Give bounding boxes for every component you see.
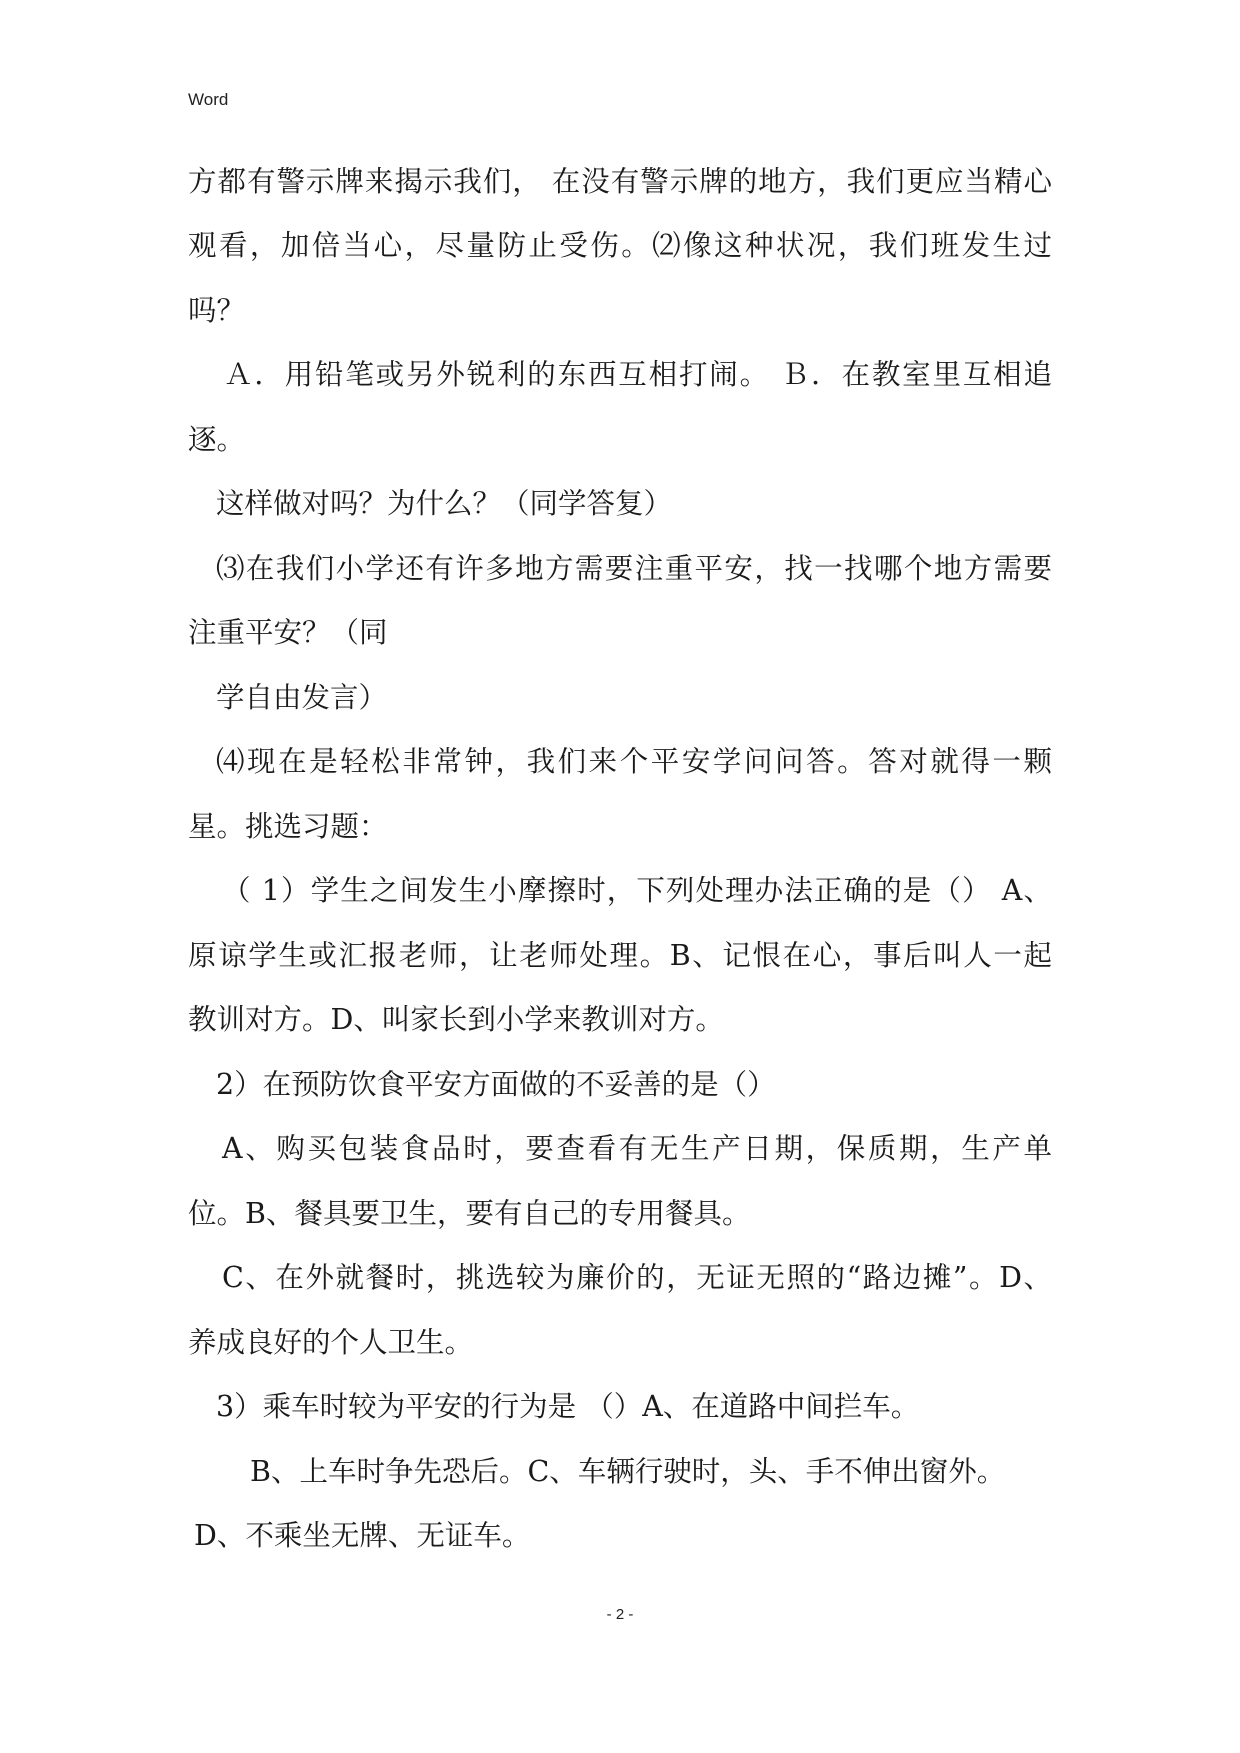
body-line-8: 注重平安？（同 [188, 616, 388, 649]
body-line-12: （ 1）学生之间发生小摩擦时，下列处理办法正确的是（） A、 [222, 874, 1052, 907]
body-line-20: 3）乘车时较为平安的行为是 （）A、在道路中间拦车。 [216, 1390, 920, 1423]
body-line-1: 方都有警示牌来揭示我们， 在没有警示牌的地方，我们更应当精心 [188, 165, 1052, 198]
body-line-7: ⑶在我们小学还有许多地方需要注重平安，找一找哪个地方需要 [216, 552, 1052, 585]
body-line-18: C、在外就餐时，挑选较为廉价的，无证无照的“路边摊”。D、 [222, 1261, 1052, 1294]
body-line-15: 2）在预防饮食平安方面做的不妥善的是（） [216, 1068, 776, 1101]
body-line-3: 吗？ [188, 294, 246, 327]
body-line-2: 观看，加倍当心，尽量防止受伤。⑵像这种状况，我们班发生过 [188, 229, 1052, 262]
body-line-19: 养成良好的个人卫生。 [188, 1326, 474, 1359]
body-line-22: D、不乘坐无牌、无证车。 [194, 1519, 531, 1552]
body-line-13: 原谅学生或汇报老师，让老师处理。B、记恨在心，事后叫人一起 [188, 939, 1052, 972]
body-line-16: A、购买包装食品时，要查看有无生产日期，保质期，生产单 [222, 1132, 1052, 1165]
body-line-9: 学自由发言） [216, 681, 388, 714]
body-line-17: 位。B、餐具要卫生，要有自己的专用餐具。 [188, 1197, 751, 1230]
body-line-11: 星。挑选习题： [188, 810, 388, 843]
body-line-6: 这样做对吗？为什么？（同学答复） [216, 487, 673, 520]
page-number: - 2 - [606, 1606, 634, 1623]
page-header: Word [188, 90, 229, 109]
body-line-5: 逐。 [188, 423, 246, 456]
body-line-4: Ａ．用铅笔或另外锐利的东西互相打闹。 Ｂ．在教室里互相追 [224, 358, 1052, 391]
body-line-10: ⑷现在是轻松非常钟，我们来个平安学问问答。答对就得一颗 [216, 745, 1052, 778]
body-line-14: 教训对方。D、叫家长到小学来教训对方。 [188, 1003, 724, 1036]
body-line-21: B、上车时争先恐后。C、车辆行驶时，头、手不伸出窗外。 [250, 1455, 1006, 1488]
